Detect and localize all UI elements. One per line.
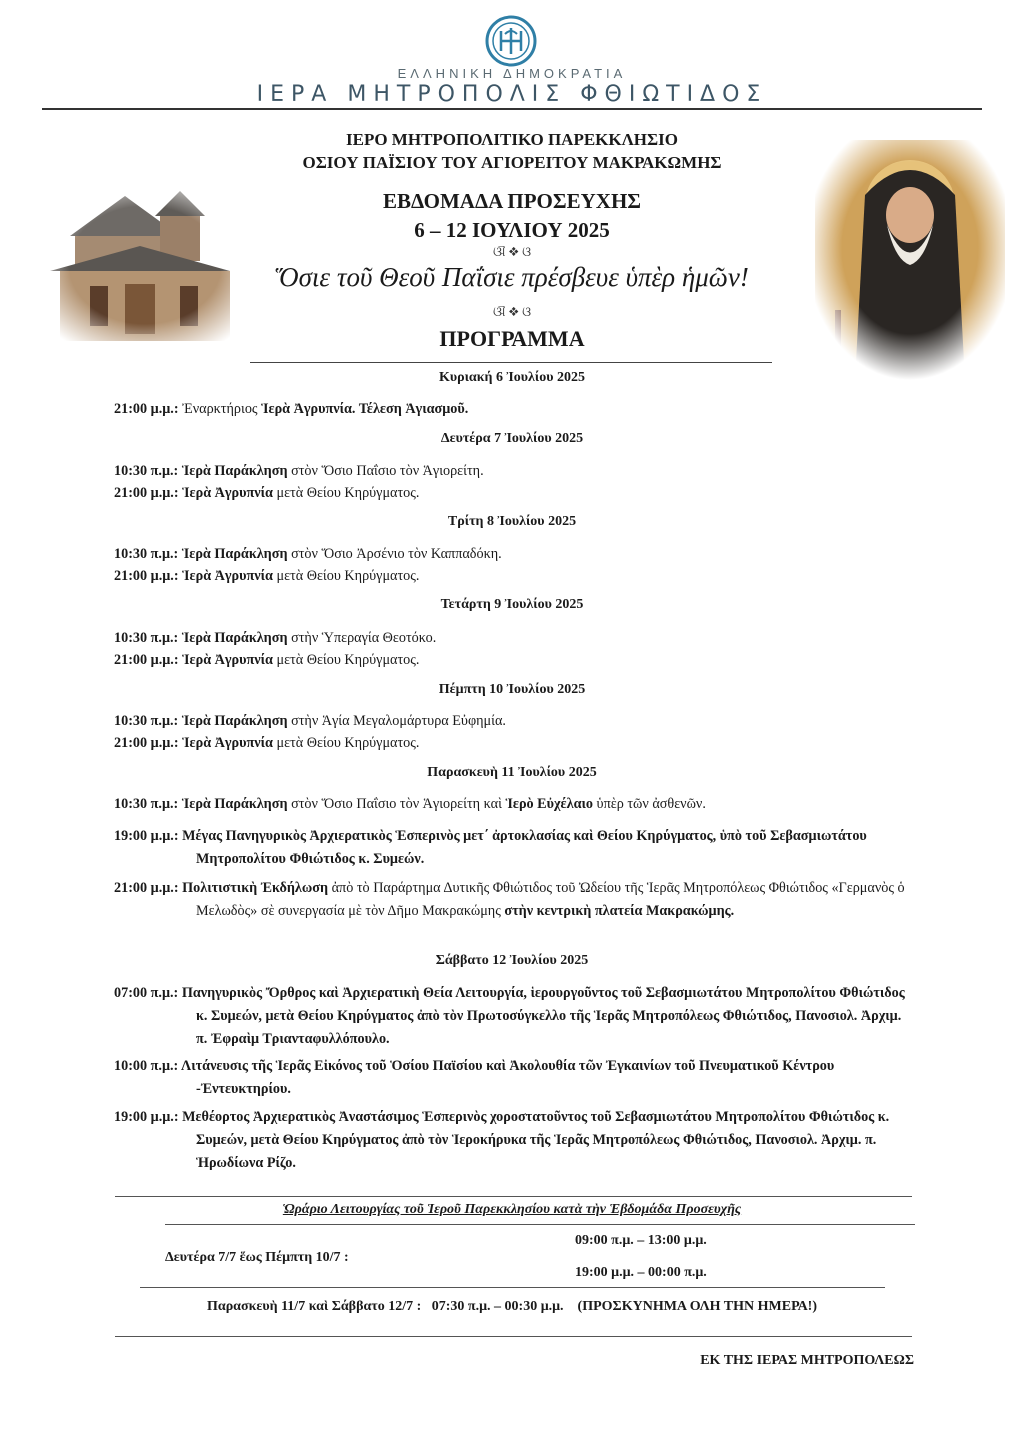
event-highlight: Λιτάνευσις τῆς Ἱερᾶς Εἰκόνος τοῦ Ὁσίου Παϊσίου καὶ Ἀκολουθία τῶν Ἐγκαινίων τοῦ Πνευματικοῦ Κέντρου -Ἐντευκτηρίου. — [178, 1058, 835, 1097]
event-time: 21:00 μ.μ.: — [114, 485, 179, 501]
event-entry — [114, 482, 914, 505]
event-time: 21:00 μ.μ.: — [114, 880, 179, 896]
day-heading: Σάββατο 12 Ἰουλίου 2025 — [435, 953, 589, 968]
event-time: 10:30 π.μ.: — [114, 630, 179, 646]
event-text: στὸν Ὅσιο Παΐσιο τὸν Ἁγιορείτη καὶ — [287, 796, 506, 812]
signature-line: ΕΚ ΤΗΣ ΙΕΡΑΣ ΜΗΤΡΟΠΟΛΕΩΣ — [700, 1353, 914, 1368]
program-divider — [250, 362, 772, 363]
event-entry — [114, 732, 914, 755]
table-row-divider — [140, 1287, 885, 1288]
event-time: 10:30 π.μ.: — [114, 796, 179, 812]
week-dates: 6 – 12 ΙΟΥΛΙΟΥ 2025 — [414, 218, 610, 242]
day-heading: Δευτέρα 7 Ἰουλίου 2025 — [440, 431, 584, 446]
event-text: Ἐναρκτήριος — [178, 401, 262, 417]
event-highlight: Ἱερὰ Παράκληση — [178, 463, 288, 479]
event-entry — [114, 877, 914, 923]
event-highlight: στὴν κεντρικὴ πλατεία Μακρακώμης. — [504, 903, 735, 919]
event-highlight: Ἱερὰ Παράκληση — [178, 546, 288, 562]
hours-row1-slot1: 09:00 π.μ. – 13:00 μ.μ. — [575, 1233, 707, 1248]
hours-row1-slot2: 19:00 μ.μ. – 00:00 π.μ. — [575, 1265, 707, 1280]
hours-row1-label: Δευτέρα 7/7 ἕως Πέμπτη 10/7 : — [165, 1250, 349, 1265]
event-text: στὴν Ὑπεραγία Θεοτόκο. — [287, 630, 437, 646]
event-time: 07:00 π.μ.: — [114, 985, 179, 1001]
event-highlight: Πανηγυρικὸς Ὄρθρος καὶ Ἀρχιερατικὴ Θεία Λειτουργία, ἱερουργοῦντος τοῦ Σεβασμιωτάτου Μητροπολίτου Φθιώτιδος κ. Συμεών, μετὰ Θείου Κηρύγματος ἀπὸ τὸν Πρωτοσύγκελλο τῆς Ἱερᾶς Μητροπόλεως Φθιώτιδος, Πανοσιολ. Ἀρχιμ. π. Ἐφραὶμ Τριανταφυλλόπουλο. — [178, 985, 905, 1047]
event-text: στὴν Ἁγία Μεγαλομάρτυρα Εὐφημία. — [287, 713, 506, 729]
event-highlight: Ἱερὰ Παράκληση — [178, 796, 288, 812]
event-time: 21:00 μ.μ.: — [114, 735, 179, 751]
chapel-title-line2: ΟΣΙΟΥ ΠΑΪΣΙΟΥ ΤΟΥ ΑΓΙΟΡΕΙΤΟΥ ΜΑΚΡΑΚΩΜΗΣ — [302, 153, 722, 172]
event-highlight: Ἱερὰ Ἀγρυπνία — [178, 485, 273, 501]
event-time: 19:00 μ.μ.: — [114, 828, 179, 844]
event-text: στὸν Ὅσιο Ἀρσένιο τὸν Καππαδόκη. — [287, 546, 502, 562]
event-entry — [114, 710, 914, 733]
event-highlight: Μέγας Πανηγυρικὸς Ἀρχιερατικὸς Ἑσπερινὸς μετ΄ ἀρτοκλασίας καὶ Θείου Κηρύγματος, ὑπὸ τοῦ Σεβασμιωτάτου Μητροπολίτου Φθιώτιδος κ. Συμεών. — [178, 828, 867, 867]
hours-title: Ὡράριο Λειτουργίας τοῦ Ἱεροῦ Παρεκκλησίου κατὰ τὴν Ἑβδομάδα Προσευχῆς — [282, 1202, 742, 1217]
event-highlight: Πολιτιστικὴ Ἐκδήλωση — [178, 880, 329, 896]
header-divider — [42, 108, 982, 110]
day-heading: Κυριακή 6 Ἰουλίου 2025 — [438, 370, 586, 385]
event-time: 10:00 π.μ.: — [114, 1058, 179, 1074]
event-entry — [114, 565, 914, 588]
event-text: μετὰ Θείου Κηρύγματος. — [272, 735, 420, 751]
program-heading: ΠΡΟΓΡΑΜΜΑ — [439, 326, 585, 351]
table-bottom-divider — [115, 1336, 912, 1337]
event-entry — [114, 982, 914, 1051]
day-heading: Παρασκευὴ 11 Ἰουλίου 2025 — [427, 765, 597, 780]
event-time: 21:00 μ.μ.: — [114, 401, 179, 417]
day-heading: Πέμπτη 10 Ἰουλίου 2025 — [438, 682, 586, 697]
event-time: 10:30 π.μ.: — [114, 546, 179, 562]
event-text: μετὰ Θείου Κηρύγματος. — [272, 568, 420, 584]
event-text: στὸν Ὅσιο Παΐσιο τὸν Ἁγιορείτη. — [287, 463, 484, 479]
metropolis-title: ΙΕΡΑ ΜΗΤΡΟΠΟΛΙΣ ΦΘΙΩΤΙΔΟΣ — [256, 82, 768, 107]
event-time: 21:00 μ.μ.: — [114, 568, 179, 584]
event-text: μετὰ Θείου Κηρύγματος. — [272, 485, 420, 501]
event-highlight: Μεθέορτος Ἀρχιερατικὸς Ἀναστάσιμος Ἑσπερινὸς χοροστατοῦντος τοῦ Σεβασμιωτάτου Μητροπολίτου Φθιώτιδος κ. Συμεών, μετὰ Θείου Κηρύγματος ἀπὸ τὸν Ἱεροκήρυκα τῆς Ἱερᾶς Μητροπόλεως Φθιώτιδος, Πανοσιολ. Ἀρχιμ. π. Ἡρωδίωνα Ρίζο. — [178, 1109, 890, 1171]
event-text: μετὰ Θείου Κηρύγματος. — [272, 652, 420, 668]
ornament-divider: ଔ ❖ ଓ — [492, 304, 532, 319]
event-text: ὑπὲρ τῶν ἀσθενῶν. — [593, 796, 706, 812]
table-top-divider — [115, 1196, 912, 1197]
event-entry — [114, 460, 914, 483]
event-highlight: Ἱερὰ Ἀγρυπνία. Τέλεση Ἁγιασμοῦ. — [261, 401, 469, 417]
event-highlight: Ἱερὰ Παράκληση — [178, 630, 288, 646]
event-entry — [114, 627, 914, 650]
event-time: 19:00 μ.μ.: — [114, 1109, 179, 1125]
chapel-title-line1: ΙΕΡΟ ΜΗΤΡΟΠΟΛΙΤΙΚΟ ΠΑΡΕΚΚΛΗΣΙΟ — [346, 130, 678, 149]
day-heading: Τετάρτη 9 Ἰουλίου 2025 — [440, 597, 584, 612]
event-entry — [114, 543, 914, 566]
event-entry — [114, 649, 914, 672]
event-highlight: Ἱερὰ Παράκληση — [178, 713, 288, 729]
ornament-divider: ଔ ❖ ଓ — [492, 244, 532, 259]
metropolis-seal-icon — [482, 14, 540, 68]
event-highlight: Ἱερὸ Εὐχέλαιο — [505, 796, 593, 812]
event-time: 21:00 μ.μ.: — [114, 652, 179, 668]
day-heading: Τρίτη 8 Ἰουλίου 2025 — [447, 514, 577, 529]
event-entry — [114, 1106, 914, 1175]
event-highlight: Ἱερὰ Ἀγρυπνία — [178, 652, 273, 668]
motto-text: Ὅσιε τοῦ Θεοῦ Παΐσιε πρέσβευε ὑπὲρ ἡμῶν! — [275, 262, 749, 292]
event-time: 10:30 π.μ.: — [114, 713, 179, 729]
event-entry — [114, 825, 914, 871]
event-highlight: Ἱερὰ Ἀγρυπνία — [178, 735, 273, 751]
event-entry — [114, 1055, 914, 1101]
week-title: ΕΒΔΟΜΑΔΑ ΠΡΟΣΕΥΧΗΣ — [382, 189, 642, 213]
republic-label: ΕΛΛΗΝΙΚΗ ΔΗΜΟΚΡΑΤΙΑ — [397, 66, 627, 81]
event-text: ἀπὸ τὸ Παράρτημα Δυτικῆς Φθιώτιδος τοῦ Ὠδείου τῆς Ἱερᾶς Μητροπόλεως Φθιώτιδος «Γερμανὸς ὁ Μελωδὸς» σὲ συνεργασία μὲ τὸν Δῆμο Μακρακώμης — [196, 880, 905, 919]
event-time: 10:30 π.μ.: — [114, 463, 179, 479]
table-header-divider — [165, 1224, 915, 1225]
event-entry — [114, 793, 914, 816]
hours-row2: Παρασκευὴ 11/7 καὶ Σάββατο 12/7 : 07:30 π.μ. – 00:30 μ.μ. (ΠΡΟΣΚΥΝΗΜΑ ΟΛΗ ΤΗΝ ΗΜΕΡΑ!) — [206, 1299, 818, 1314]
event-entry — [114, 398, 914, 421]
event-highlight: Ἱερὰ Ἀγρυπνία — [178, 568, 273, 584]
